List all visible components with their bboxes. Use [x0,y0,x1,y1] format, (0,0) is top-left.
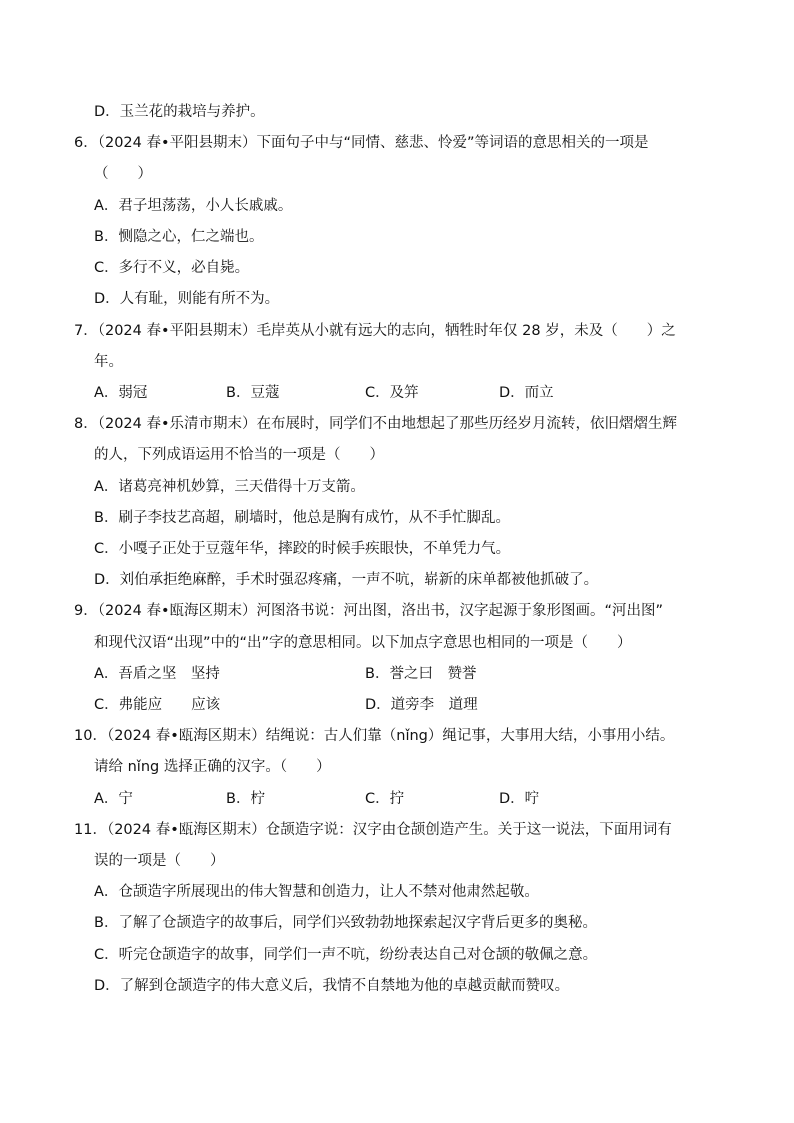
q7-stem: 7．（2024 春•平阳县期末）毛岸英从小就有远大的志向，牺牲时年仅 28 岁，未及（ ）之 [74,323,676,339]
q6-stem: 6．（2024 春•平阳县期末）下面句子中与“同情、慈悲、怜爱”等词语的意思相关的一项是 [74,135,649,151]
q8-stem-cont: 的人，下列成语运用不恰当的一项是（ ） [94,447,384,463]
q8-option-a: A．诸葛亮神机妙算，三天借得十万支箭。 [94,479,365,495]
q5-option-d: D．玉兰花的栽培与养护。 [94,104,265,120]
q9-stem: 9．（2024 春•瓯海区期末）河图洛书说：河出图，洛出书，汉字起源于象形图画。“河出图” [74,603,664,619]
q11-option-b: B．了解了仓颉造字的故事后，同学们兴致勃勃地探索起汉字背后更多的奥秘。 [94,915,597,931]
q11-option-a: A．仓颉造字所展现出的伟大智慧和创造力，让人不禁对他肃然起敬。 [94,884,539,900]
q10-stem-cont: 请给 nǐng 选择正确的汉字。（ ） [94,759,331,775]
q7-stem-cont: 年。 [94,354,123,370]
q7-option-d: D．而立 [499,385,554,401]
q9-option-d: D．道旁李 道理 [365,697,478,713]
q9-stem-cont: 和现代汉语“出现”中的“出”字的意思相同。以下加点字意思也相同的一项是（ ） [94,635,632,651]
q6-option-d: D．人有耻，则能有所不为。 [94,291,280,307]
q7-option-a: A．弱冠 [94,385,148,401]
q8-option-c: C．小嘎子正处于豆蔻年华，摔跤的时候手疾眼快，不单凭力气。 [94,541,511,557]
q10-stem: 10．（2024 春•瓯海区期末）结绳说：古人们靠（nǐng）绳记事，大事用大结，小事用小结。 [74,728,675,744]
q8-option-d: D．刘伯承拒绝麻醉，手术时强忍疼痛，一声不吭，崭新的床单都被他抓破了。 [94,572,599,588]
q11-option-d: D．了解到仓颉造字的伟大意义后，我情不自禁地为他的卓越贡献而赞叹。 [94,978,570,994]
q11-stem-cont: 误的一项是（ ） [94,853,225,869]
q6-option-a: A．君子坦荡荡，小人长戚戚。 [94,198,293,214]
q8-stem: 8．（2024 春•乐清市期末）在布展时，同学们不由地想起了那些历经岁月流转，依旧熠熠生辉 [74,416,678,432]
q7-option-b: B．豆蔻 [226,385,280,401]
q10-option-c: C．拧 [365,791,405,807]
q6-option-b: B．恻隐之心，仁之端也。 [94,229,264,245]
q8-option-b: B．刷子李技艺高超，刷墙时，他总是胸有成竹，从不手忙脚乱。 [94,510,510,526]
q6-stem-cont: （ ） [94,166,152,182]
q10-option-a: A．宁 [94,791,133,807]
q9-option-a: A．吾盾之坚 坚持 [94,666,220,682]
q10-option-d: D．咛 [499,791,540,807]
q10-option-b: B．柠 [226,791,265,807]
q7-option-c: C．及笄 [365,385,419,401]
q11-stem: 11．（2024 春•瓯海区期末）仓颉造字说：汉字由仓颉创造产生。关于这一说法，下面用词有 [74,822,672,838]
q9-option-b: B．誉之曰 赞誉 [365,666,477,682]
q11-option-c: C．听完仓颉造字的故事，同学们一声不吭，纷纷表达自己对仓颉的敬佩之意。 [94,947,598,963]
q6-option-c: C．多行不义，必自毙。 [94,260,250,276]
q9-option-c: C．弗能应 应该 [94,697,221,713]
